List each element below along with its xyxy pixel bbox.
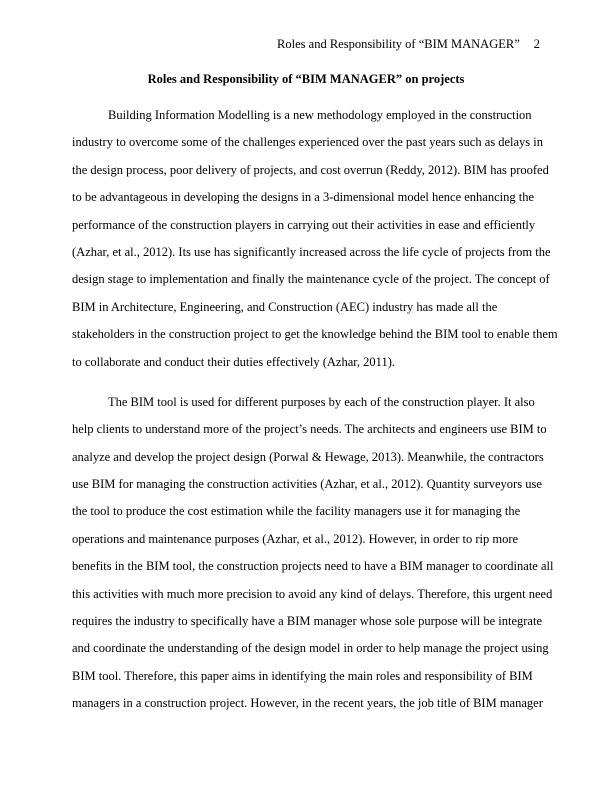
text-line: design stage to implementation and finally the maintenance cycle of the project. The concept of <box>72 272 550 287</box>
running-head-title: Roles and Responsibility of “BIM MANAGER” <box>277 37 520 51</box>
text-line: The BIM tool is used for different purposes by each of the construction player. It also <box>108 394 535 409</box>
text-line: this activities with much more precision to avoid any kind of delays. Therefore, this urgent need <box>72 586 553 601</box>
text-line: to collaborate and conduct their duties effectively (Azhar, 2011). <box>72 354 395 369</box>
text-line: operations and maintenance purposes (Azhar, et al., 2012). However, in order to rip more <box>72 531 519 546</box>
text-line: (Azhar, et al., 2012). Its use has significantly increased across the life cycle of projects from the <box>72 244 551 259</box>
text-line: managers in a construction project. However, in the recent years, the job title of BIM manager <box>72 696 543 711</box>
running-head <box>277 36 540 52</box>
text-line: BIM in Architecture, Engineering, and Construction (AEC) industry has made all the <box>72 299 498 314</box>
text-line: help clients to understand more of the project’s needs. The architects and engineers use BIM to <box>72 422 547 437</box>
text-line: stakeholders in the construction project to get the knowledge behind the BIM tool to enable them <box>72 327 558 342</box>
text-line: analyze and develop the project design (Porwal & Hewage, 2013). Meanwhile, the contractors <box>72 449 544 464</box>
page-number: 2 <box>533 37 540 51</box>
text-line: use BIM for managing the construction activities (Azhar, et al., 2012). Quantity surveyors use <box>72 477 542 492</box>
text-line: BIM tool. Therefore, this paper aims in identifying the main roles and responsibility of BIM <box>72 668 533 683</box>
paragraph-2 <box>72 392 552 721</box>
text-line: industry to overcome some of the challenges experienced over the past years such as delays in <box>72 135 544 150</box>
text-line: and coordinate the understanding of the design model in order to help manage the project using <box>72 641 549 656</box>
document-body <box>72 105 558 734</box>
text-line: to be advantageous in developing the designs in a 3-dimensional model hence enhancing the <box>72 190 535 205</box>
text-line: benefits in the BIM tool, the construction projects need to have a BIM manager to coordinate all <box>72 559 554 574</box>
text-line: requires the industry to specifically have a BIM manager whose sole purpose will be integrate <box>72 614 542 629</box>
document-title: Roles and Responsibility of “BIM MANAGER” on projects <box>147 72 465 86</box>
text-line: the tool to produce the cost estimation while the facility managers use it for managing the <box>72 504 521 519</box>
text-line: the design process, poor delivery of projects, and cost overrun (Reddy, 2012). BIM has proofed <box>72 162 549 177</box>
paragraph-1 <box>72 105 558 379</box>
text-line: Building Information Modelling is a new methodology employed in the construction <box>108 108 532 122</box>
text-line: performance of the construction players in carrying out their activities in ease and efficiently <box>72 217 536 232</box>
